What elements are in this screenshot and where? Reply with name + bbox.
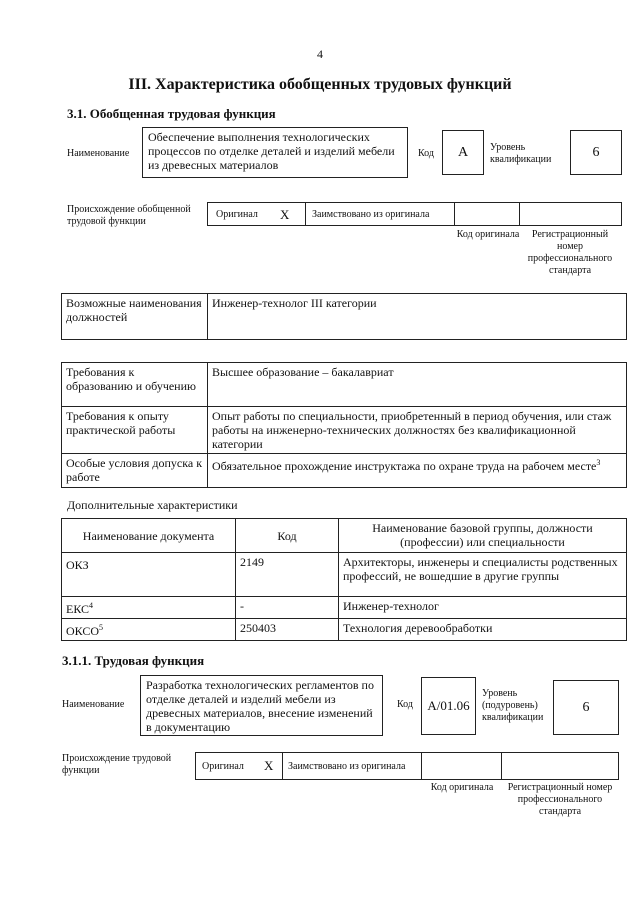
additional-header-code: Код: [236, 519, 339, 553]
req-experience-label: Требования к опыту практической работы: [62, 407, 208, 454]
additional-doc-cell: [62, 619, 236, 641]
additional-doc: ОКСО: [66, 624, 100, 638]
additional-name: Архитекторы, инженеры и специалисты родственных профессий, не вошедшие в другие группы: [339, 553, 627, 597]
additional-doc: ОКЗ: [66, 558, 89, 572]
gtf-borrowed-label: Заимствовано из оригинала: [312, 209, 430, 220]
gtf-name-box: [142, 127, 408, 178]
gtf-code-label: Код: [418, 148, 434, 159]
tf-reg-number-caption: Регистрационный номер профессионального стандарта: [507, 782, 613, 817]
additional-header-doc: Наименование документа: [62, 519, 236, 553]
footnote-ref: 3: [596, 458, 601, 467]
positions-row: [62, 294, 627, 340]
tf-heading: 3.1.1. Трудовая функция: [62, 653, 205, 668]
divider: [282, 753, 283, 779]
positions-value: Инженер-технолог III категории: [208, 294, 627, 340]
section-title: III. Характеристика обобщенных трудовых функций: [128, 76, 512, 93]
divider: [519, 203, 520, 225]
tf-level-box: [553, 680, 619, 735]
req-education-value: Высшее образование – бакалавриат: [208, 363, 627, 407]
tf-original-label: Оригинал: [202, 761, 244, 772]
requirements-row: [62, 407, 627, 454]
gtf-name-label: Наименование: [67, 148, 130, 159]
additional-table: [61, 518, 627, 641]
table-row: [62, 619, 627, 641]
requirements-row: [62, 454, 627, 488]
tf-name-box: [140, 675, 383, 736]
page-number: 4: [317, 47, 323, 61]
table-row: [62, 597, 627, 619]
additional-header-name: Наименование базовой группы, должности (профессии) или специальности: [339, 519, 627, 553]
tf-code-label: Код: [397, 699, 413, 710]
tf-origin-label: Происхождение трудовой функции: [62, 753, 172, 776]
tf-borrowed-label: Заимствовано из оригинала: [288, 761, 406, 772]
footnote-ref: 5: [99, 623, 104, 632]
req-conditions-value: Обязательное прохождение инструктажа по охране труда на рабочем месте: [212, 459, 597, 473]
divider: [454, 203, 455, 225]
gtf-heading: 3.1. Обобщенная трудовая функция: [67, 106, 276, 121]
requirements-row: [62, 363, 627, 407]
gtf-code-value: А: [457, 144, 469, 160]
req-education-label: Требования к образованию и обучению: [62, 363, 208, 407]
divider: [501, 753, 502, 779]
req-conditions-label: Особые условия допуска к работе: [62, 454, 208, 488]
req-experience-value: Опыт работы по специальности, приобретенный в период обучения, или стаж работы на инженерно-технических должностях без квалификационной категории: [208, 407, 627, 454]
tf-level-label: Уровень (подуровень) квалификации: [482, 688, 544, 723]
tf-original-mark: Х: [264, 758, 274, 773]
gtf-level-label: Уровень квалификации: [490, 142, 552, 165]
tf-name-value: Разработка технологических регламентов по отделке деталей и изделий мебели из древесных материалов, внесение изменений в документацию: [146, 678, 374, 734]
tf-code-box: [421, 677, 476, 735]
additional-name: Инженер-технолог: [339, 597, 627, 619]
gtf-code-box: [442, 130, 484, 175]
table-row: [62, 553, 627, 597]
gtf-reg-number-caption: Регистрационный номер профессионального стандарта: [527, 229, 613, 276]
additional-doc-cell: [62, 553, 236, 597]
gtf-level-box: [570, 130, 622, 175]
tf-code-value: А/01.06: [427, 698, 470, 713]
tf-level-value: 6: [582, 699, 590, 715]
positions-label: Возможные наименования должностей: [62, 294, 208, 340]
additional-doc: ЕКС: [66, 602, 90, 616]
requirements-table: [61, 362, 627, 488]
additional-name: Технология деревообработки: [339, 619, 627, 641]
additional-code: -: [236, 597, 339, 619]
additional-heading: Дополнительные характеристики: [67, 498, 238, 512]
gtf-orig-code-caption: Код оригинала: [456, 229, 520, 240]
gtf-origin-label: Происхождение обобщенной трудовой функции: [67, 204, 191, 227]
tf-orig-code-caption: Код оригинала: [430, 782, 494, 793]
req-conditions-cell: [208, 454, 627, 488]
tf-name-label: Наименование: [62, 699, 125, 710]
additional-code: 250403: [236, 619, 339, 641]
positions-table: [61, 293, 627, 340]
gtf-level-value: 6: [592, 144, 600, 160]
gtf-original-label: Оригинал: [216, 209, 258, 220]
gtf-original-mark: Х: [280, 207, 290, 222]
divider: [305, 203, 306, 225]
divider: [421, 753, 422, 779]
additional-code: 2149: [236, 553, 339, 597]
additional-header-row: [62, 519, 627, 553]
additional-doc-cell: [62, 597, 236, 619]
footnote-ref: 4: [89, 601, 94, 610]
tf-origin-table: [195, 752, 619, 780]
gtf-origin-table: [207, 202, 622, 226]
gtf-name-value: Обеспечение выполнения технологических процессов по отделке деталей и изделий мебели из древесных материалов: [148, 130, 395, 172]
